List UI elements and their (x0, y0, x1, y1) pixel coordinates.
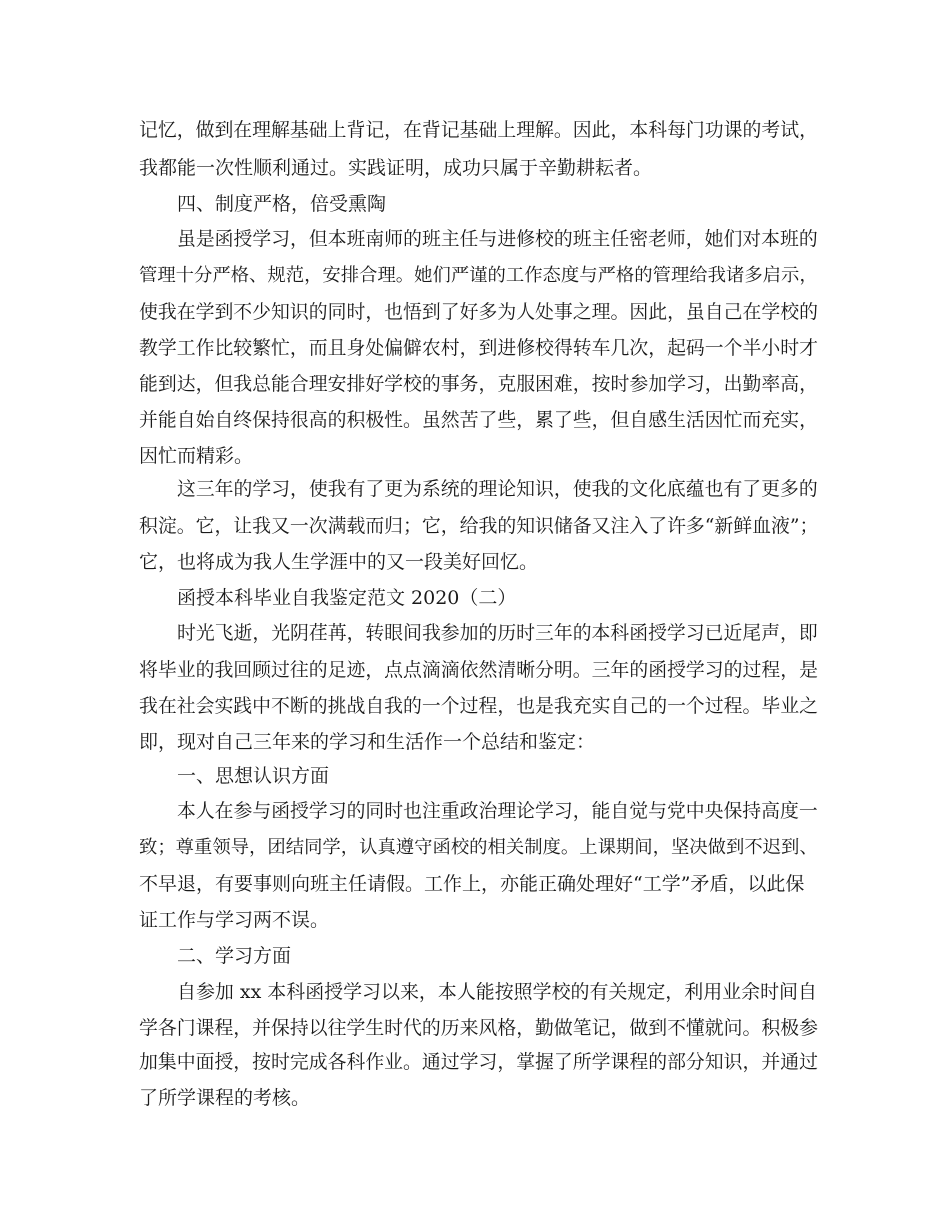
text-line: 加集中面授，按时完成各科作业。通过学习，掌握了所学课程的部分知识，并通过 (139, 1051, 818, 1073)
text-line: 不早退，有要事则向班主任请假。工作上，亦能正确处理好“工学”矛盾，以此保 (139, 873, 805, 895)
text-line: 自参加 xx 本科函授学习以来，本人能按照学校的有关规定，利用业余时间自 (177, 981, 817, 1003)
section-heading: 四、制度严格，倍受熏陶 (177, 193, 387, 215)
text-line: 因忙而精彩。 (139, 445, 254, 467)
section-heading: 函授本科毕业自我鉴定范文 2020（二） (177, 587, 517, 609)
text-line: 本人在参与函授学习的同时也注重政治理论学习，能自觉与党中央保持高度一 (177, 801, 818, 822)
text-line: 将毕业的我回顾过往的足迹，点点滴滴依然清晰分明。三年的函授学习的过程，是 (139, 659, 818, 681)
text-line: 积淀。它，让我又一次满载而归；它，给我的知识储备又注入了许多“新鲜血液”； (139, 515, 819, 537)
section-heading: 一、思想认识方面 (177, 765, 330, 787)
text-line: 学各门课程，并保持以往学生时代的历来风格，勤做笔记，做到不懂就问。积极参 (139, 1017, 818, 1039)
text-line: 能到达，但我总能合理安排好学校的事务，克服困难，按时参加学习，出勤率高， (139, 373, 818, 395)
text-line: 使我在学到不少知识的同时，也悟到了好多为人处事之理。因此，虽自己在学校的 (139, 301, 818, 323)
text-line: 管理十分严格、规范，安排合理。她们严谨的工作态度与严格的管理给我诸多启示， (139, 265, 818, 286)
text-line: 了所学课程的考核。 (139, 1087, 311, 1109)
section-heading: 二、学习方面 (177, 945, 292, 967)
text-line: 记忆，做到在理解基础上背记，在背记基础上理解。因此，本科每门功课的考试， (139, 119, 818, 141)
text-line: 它，也将成为我人生学涯中的又一段美好回忆。 (139, 551, 539, 573)
text-line: 时光飞逝，光阴荏苒，转眼间我参加的历时三年的本科函授学习已近尾声，即 (177, 623, 818, 644)
text-line: 证工作与学习两不误。 (139, 909, 330, 931)
text-line: 虽是函授学习，但本班南师的班主任与进修校的班主任密老师，她们对本班的 (177, 229, 818, 250)
text-line: 这三年的学习，使我有了更为系统的理论知识，使我的文化底蕴也有了更多的 (177, 479, 818, 500)
text-line: 致；尊重领导，团结同学，认真遵守函校的相关制度。上课期间，坚决做到不迟到、 (139, 837, 818, 858)
text-line: 并能自始自终保持很高的积极性。虽然苦了些，累了些，但自感生活因忙而充实， (139, 409, 818, 431)
text-line: 即，现对自己三年来的学习和生活作一个总结和鉴定： (139, 731, 596, 753)
text-line: 我都能一次性顺利通过。实践证明，成功只属于辛勤耕耘者。 (139, 157, 653, 179)
text-line: 教学工作比较繁忙，而且身处偏僻农村，到进修校得转车几次，起码一个半小时才 (139, 337, 818, 359)
text-line: 我在社会实践中不断的挑战自我的一个过程，也是我充实自己的一个过程。毕业之 (139, 695, 818, 717)
